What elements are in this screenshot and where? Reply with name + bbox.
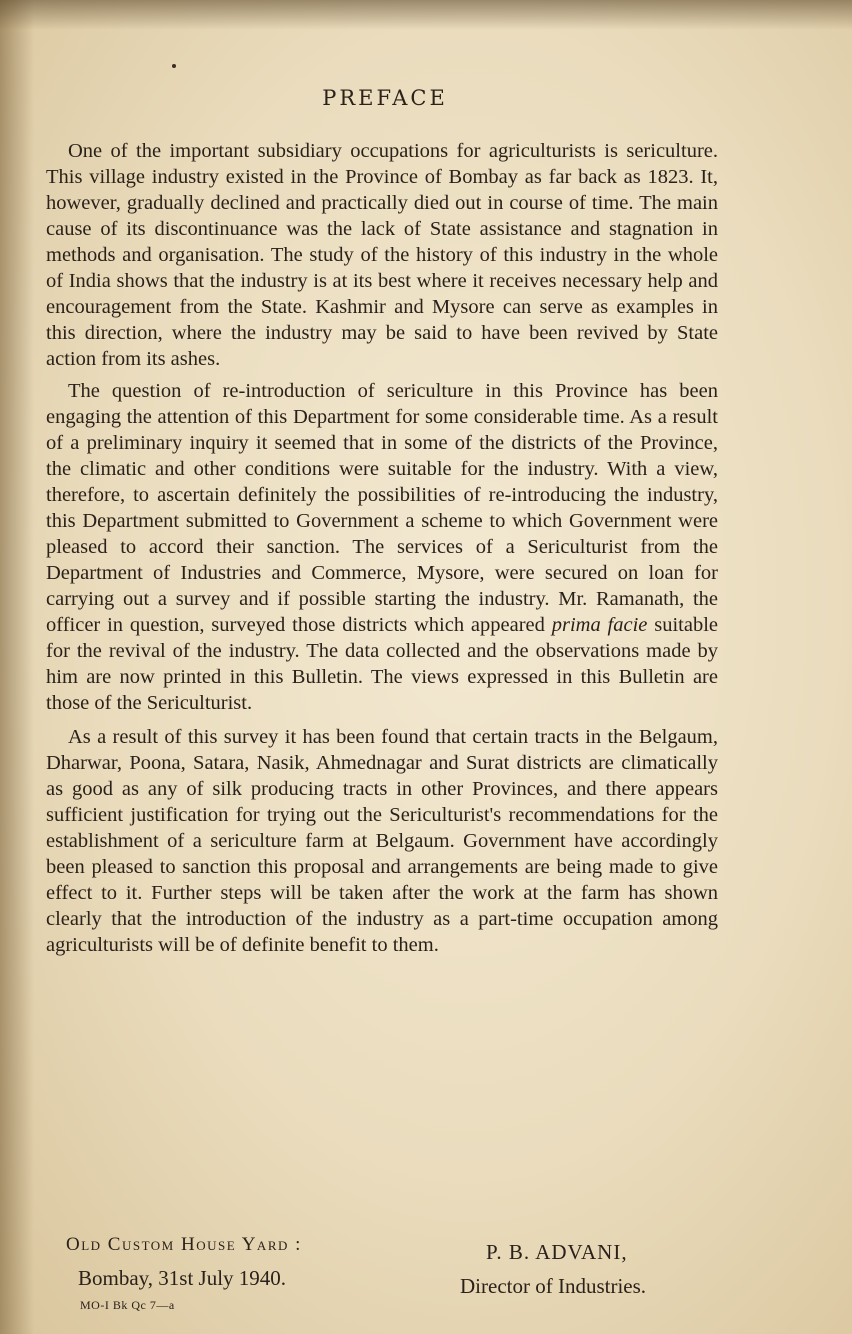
page-title: PREFACE	[322, 86, 448, 110]
signature-place: Old Custom House Yard :	[66, 1234, 302, 1255]
printer-code: MO-I Bk Qc 7—a	[80, 1298, 175, 1312]
signer-title: Director of Industries.	[460, 1274, 647, 1298]
signature-date: Bombay, 31st July 1940.	[78, 1266, 287, 1290]
page-top-shadow	[0, 0, 852, 30]
paragraph-3: As a result of this survey it has been found that certain tracts in the Belgaum, Dharwar, Poona, Satara, Nasik, Ahmednagar and Surat districts are climatically as good as any of silk producing tracts in other Provinces, and there appears sufficient justification for trying out the Sericulturist's recommendations for the establishment of a sericulture farm at Belgaum. Government have accordingly been pleased to sanction this proposal and arrangements are being made to give effect to it. Further steps will be taken after the work at the farm has shown clearly that the introduction of the industry as a part-time occupation among agriculturists will be of definite benefit to them.	[46, 726, 718, 956]
ink-speck	[172, 64, 176, 68]
paragraph-2-text-b: suitable for the revival of the industry. The data collected and the observations made by him are now printed in this Bulletin. The views expressed in this Bulletin are those of the Sericulturist.	[46, 614, 718, 714]
page-edge-shadow	[0, 0, 34, 1334]
signer-name: P. B. ADVANI,	[486, 1240, 628, 1264]
paragraph-2-text-a: The question of re-introduction of sericulture in this Province has been engaging the attention of this Department for some considerable time. As a result of a preliminary inquiry it seemed that in some of the districts of the Province, the climatic and other conditions were suitable for the industry. With a view, therefore, to ascertain definitely the possibilities of re-introducing the industry, this Department submitted to Government a scheme to which Government were pleased to accord their sanction. The services of a Sericulturist from the Department of Industries and Commerce, Mysore, were secured on loan for carrying out a survey and if possible starting the industry. Mr. Ramanath, the officer in question, surveyed those districts which appeared	[46, 380, 718, 636]
paragraph-1: One of the important subsidiary occupations for agriculturists is sericulture. This village industry existed in the Province of Bombay as far back as 1823. It, however, gradually declined and practically died out in course of time. The main cause of its discontinuance was the lack of State assistance and stagnation in methods and organisation. The study of the history of this industry in the whole of India shows that the industry is at its best where it receives necessary help and encouragement from the State. Kashmir and Mysore can serve as examples in this direction, where the industry may be said to have been revived by State action from its ashes.	[46, 140, 718, 370]
paragraph-2	[46, 378, 718, 716]
italic-phrase: prima facie	[551, 614, 648, 636]
preface-body	[46, 138, 718, 964]
